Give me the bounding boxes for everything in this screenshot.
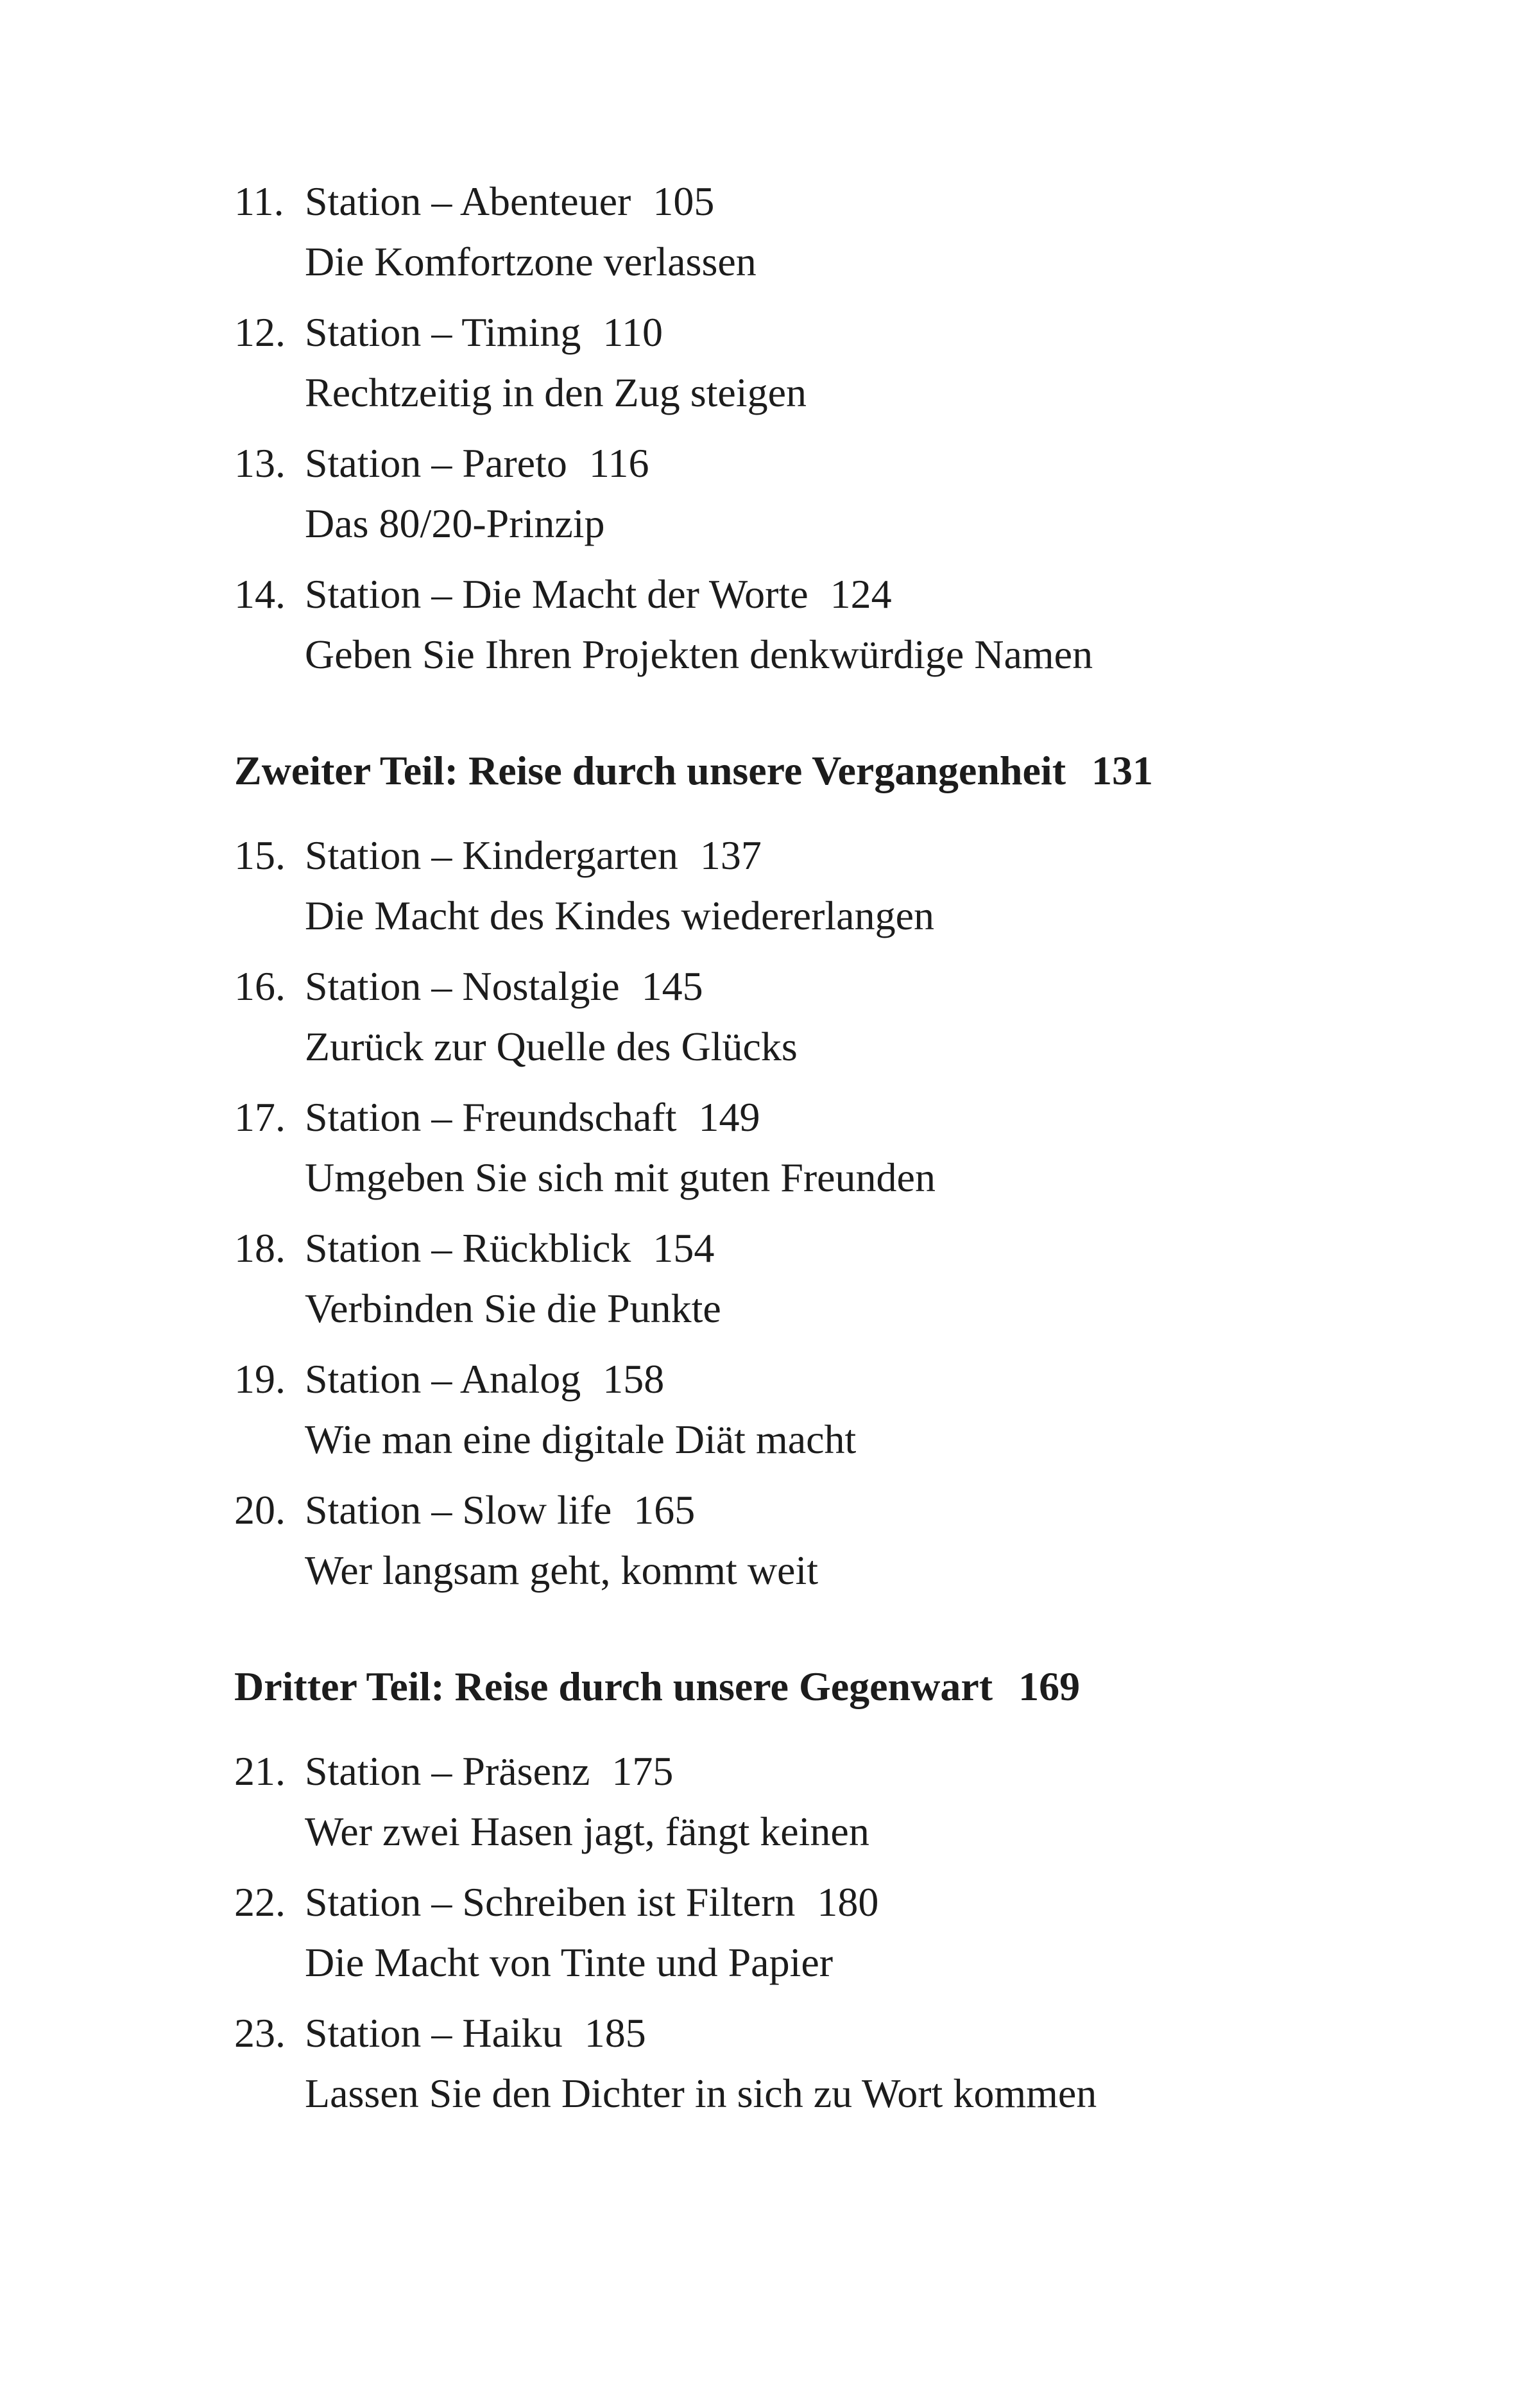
entry-subtitle: Das 80/20-Prinzip (305, 501, 605, 546)
entry-title-line (234, 1349, 1476, 1409)
entry-title: Station – Die Macht der Worte (305, 571, 809, 617)
toc-entry (234, 302, 1476, 423)
part-title: Dritter Teil: Reise durch unsere Gegenwart (234, 1664, 993, 1709)
entry-page-number: 145 (641, 963, 703, 1009)
entry-subtitle: Die Macht des Kindes wiedererlangen (305, 893, 934, 938)
entry-page-number: 154 (653, 1225, 715, 1271)
entry-page-number: 158 (603, 1356, 665, 1402)
entry-title-line (234, 1480, 1476, 1540)
table-of-contents (234, 171, 1476, 2134)
entry-subtitle: Geben Sie Ihren Projekten denkwürdige Namen (305, 632, 1093, 677)
toc-entry (234, 1349, 1476, 1470)
entry-title: Station – Rückblick (305, 1225, 631, 1271)
entry-title-line (234, 956, 1476, 1017)
toc-entry (234, 1087, 1476, 1208)
toc-entry (234, 433, 1476, 554)
toc-entry (234, 1741, 1476, 1862)
entry-subtitle: Wie man eine digitale Diät macht (305, 1416, 857, 1462)
entry-subtitle: Lassen Sie den Dichter in sich zu Wort kommen (305, 2070, 1097, 2116)
entry-page-number: 165 (633, 1487, 696, 1533)
entry-title: Station – Präsenz (305, 1748, 590, 1794)
entry-page-number: 185 (584, 2010, 646, 2056)
entry-number: 13. (234, 440, 286, 486)
entry-subtitle: Die Komfortzone verlassen (305, 239, 757, 284)
entry-subtitle: Die Macht von Tinte und Papier (305, 1940, 834, 1985)
entry-number: 19. (234, 1356, 286, 1402)
entry-number: 17. (234, 1094, 286, 1140)
entry-title-line (234, 171, 1476, 232)
entry-title: Station – Kindergarten (305, 832, 678, 878)
entry-page-number: 116 (588, 440, 649, 486)
entry-number: 21. (234, 1748, 286, 1794)
entry-subtitle: Umgeben Sie sich mit guten Freunden (305, 1155, 936, 1200)
entry-title: Station – Slow life (305, 1487, 612, 1533)
entry-number: 14. (234, 571, 286, 617)
part-heading (234, 741, 1476, 801)
entry-number: 11. (234, 178, 284, 224)
entry-number: 15. (234, 832, 286, 878)
entry-title-line (234, 302, 1476, 363)
entry-page-number: 124 (830, 571, 892, 617)
entry-title: Station – Haiku (305, 2010, 563, 2056)
entry-subtitle: Rechtzeitig in den Zug steigen (305, 370, 807, 415)
entry-page-number: 137 (699, 832, 762, 878)
toc-entry (234, 564, 1476, 685)
entry-title: Station – Nostalgie (305, 963, 620, 1009)
entry-title: Station – Schreiben ist Filtern (305, 1879, 796, 1925)
part-page-number: 131 (1091, 748, 1153, 793)
entry-number: 18. (234, 1225, 286, 1271)
entry-number: 20. (234, 1487, 286, 1533)
toc-entry (234, 1218, 1476, 1339)
entry-subtitle: Wer langsam geht, kommt weit (305, 1547, 818, 1593)
entry-title-line (234, 1872, 1476, 1932)
entry-page-number: 175 (612, 1748, 674, 1794)
entry-title: Station – Analog (305, 1356, 581, 1402)
entry-title-line (234, 1087, 1476, 1148)
entry-page-number: 149 (698, 1094, 760, 1140)
entry-title: Station – Pareto (305, 440, 567, 486)
entry-title-line (234, 1218, 1476, 1278)
toc-entry (234, 1872, 1476, 1993)
entry-title: Station – Abenteuer (305, 178, 631, 224)
entry-page-number: 110 (603, 309, 663, 355)
toc-entry (234, 1480, 1476, 1601)
entry-title: Station – Freundschaft (305, 1094, 677, 1140)
entry-title: Station – Timing (305, 309, 581, 355)
entry-title-line (234, 433, 1476, 494)
entry-subtitle: Wer zwei Hasen jagt, fängt keinen (305, 1809, 869, 1854)
toc-entry (234, 956, 1476, 1077)
entry-page-number: 180 (817, 1879, 879, 1925)
part-heading (234, 1657, 1476, 1717)
toc-entry (234, 2003, 1476, 2124)
part-title: Zweiter Teil: Reise durch unsere Vergangenheit (234, 748, 1066, 793)
entry-subtitle: Zurück zur Quelle des Glücks (305, 1024, 798, 1069)
entry-title-line (234, 1741, 1476, 1802)
entry-number: 22. (234, 1879, 286, 1925)
entry-number: 16. (234, 963, 286, 1009)
entry-title-line (234, 564, 1476, 624)
toc-entry (234, 171, 1476, 292)
toc-entry (234, 825, 1476, 946)
entry-number: 23. (234, 2010, 286, 2056)
entry-page-number: 105 (653, 178, 715, 224)
entry-title-line (234, 2003, 1476, 2063)
part-page-number: 169 (1018, 1664, 1081, 1709)
entry-subtitle: Verbinden Sie die Punkte (305, 1286, 721, 1331)
entry-number: 12. (234, 309, 286, 355)
entry-title-line (234, 825, 1476, 886)
